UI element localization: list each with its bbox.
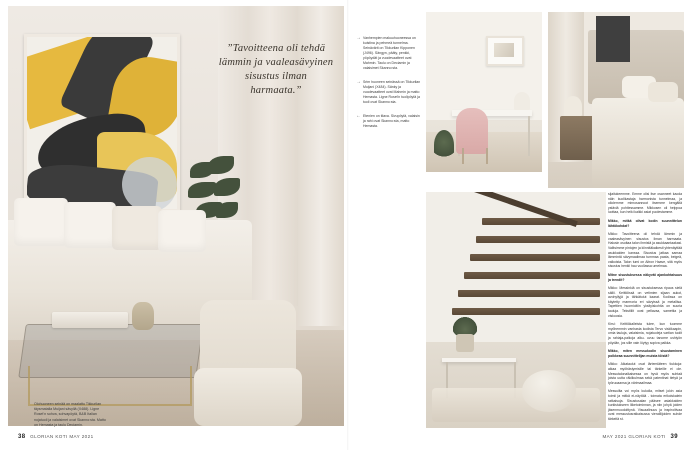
folio-left bbox=[18, 434, 94, 440]
armchair-seat bbox=[194, 368, 302, 426]
hallway-stairs-photo bbox=[426, 192, 606, 428]
cushion bbox=[64, 202, 116, 248]
table-lamp bbox=[514, 92, 530, 110]
plant bbox=[434, 130, 454, 160]
caption-text: Etenien on tilava. Sivupöytä, valaisin ja rahi ovat Skanno:sta, matto Hemasta. bbox=[363, 114, 420, 128]
body-paragraph: Mikko: Aikataulut ovat lärtemiäteen tiukkoja: aikaa myöhästymisille tai tärkeille ei ole. Messutalonaikaisessa on hyvä myös suhtaä joista uutta räkiikulmaa sekä patentinat tietyä ja työruoaansa ja värimaailmaa. bbox=[608, 362, 682, 385]
abstract-artwork bbox=[24, 34, 180, 212]
coffee-table-legs bbox=[28, 366, 192, 406]
arrow-left-icon: ← bbox=[356, 113, 361, 119]
question-heading: Mitne sisustuksessa näkyvät ajankohtaisuus ja trendit? bbox=[608, 272, 682, 282]
plant-pot bbox=[456, 334, 474, 352]
books-stack bbox=[52, 312, 128, 328]
living-room-photo bbox=[8, 6, 344, 426]
question-heading: Mikko, miten messukodin sisustaminen poikkeaa suunnittelijan muista töistä? bbox=[608, 349, 682, 358]
folio-right bbox=[602, 434, 678, 440]
caption-text: Vanhempien makuuhuoneessa on kuistina ja pehmeä tunnelma. Seinävärit on Tikkurilan Kipponen (J496). Sängyn, pääty, penkki, yöpöydät ja vuodevaatteet ovat Mahmin. Taulu on Deciamin ja valaisimet Skanno:sta. bbox=[363, 36, 416, 70]
cushion bbox=[14, 198, 68, 246]
stair-step bbox=[470, 254, 600, 261]
dark-artwork bbox=[596, 16, 630, 62]
cushion bbox=[112, 206, 162, 250]
left-page bbox=[8, 6, 344, 444]
nightstand bbox=[560, 116, 594, 160]
left-photo-caption: Olohuoneen seinää on maalattu Tikkurilan täysmatalla Muijani sävyllä (X488). Ligne Roset'n sohva, sohvapöytä, B&B Italian nojatuoli ja valaisimet ovat Skanno:sta. Matto on Hemasta ja taulu Deciamin. bbox=[34, 401, 106, 427]
pillow bbox=[648, 82, 678, 102]
caption-text: Srim huoneen seinässä on Tikkurilan Muijani (X484). Sänky ja vuodevaatteet ovat Mahmin ja matto Hemasta. Ligne Roset'n tuolipöytä ja tuoli ovat Skanno:sta. bbox=[363, 80, 421, 104]
wall bbox=[426, 192, 606, 342]
stair-step bbox=[476, 236, 600, 243]
stair-step bbox=[482, 218, 600, 225]
art-shape bbox=[122, 157, 177, 212]
bedroom-photo bbox=[548, 12, 684, 188]
body-paragraph: Kirsi: Keittiökalleista tulee, kun tuomme myöhemmin vanhasta kodista Tervo viskikaapin, omia tauluja, valaisimia, nojatuoleja vartian tuolit ja rahiaja-paikoja alku- uvuu tanome ushiyön pöydän, jos sille vain löytyy sopiva paikka. bbox=[608, 322, 682, 345]
body-paragraph: Messuilta voi myös kukolla, mitset jokin asia toimii ja mitkä ei-näytöiä - toimata erikoiskalein ratkaisuja. Sisustusalan pääsee asiakkaiden kurkistukseen liiketoiminnan, ja niin johyä joiden jäsenmuodoittynä. Visuaalinuus ja inspiroitivaa ovat messustusratkaisussa vieraillijoiden suhde tärkeitä st. bbox=[608, 389, 682, 421]
stair-step bbox=[458, 290, 600, 297]
home-office-photo bbox=[426, 12, 542, 172]
body-paragraph: Mikko: Messinkiä on sisustuksessa ripaus sielä säilii. Keittiöissä on vetimien sijaan aukot, avohyllyjä ja tähkätuiut kaarat. Kodissa on käytetty marmoria eri sävyissä ja metallisa. Tapettien huomioitiin yksityiskohtia on suuria tauluja. Tekstiilit ovat pellavaa, samettia ja viskoosia. bbox=[608, 286, 682, 318]
caption-item bbox=[356, 80, 422, 105]
caption-item bbox=[356, 36, 422, 71]
body-paragraph: Mikko: Tavoitteena oli tehdä lämmin ja vaaleasävyinen sisustus ilman harmaata. Halusin osoitaa talon ihmistä ja asukkaantaakasi. Valitsimme pintojen ja kiinnitäkaikesti yhtenäyttää asukkaiden kanssa. Sisustus jatkaa samaa lämmintä sävymaailmaa tummaa paata, beigeä, valkoista. Talon tumi on Aitron Haave, sitä myös sisustus henkii hau vuollassa umelmaa. bbox=[608, 232, 683, 269]
arrow-right-icon: → bbox=[356, 35, 361, 41]
spread-gutter bbox=[347, 0, 349, 450]
vase bbox=[132, 302, 154, 330]
bed bbox=[592, 98, 684, 188]
folio-right-number: 39 bbox=[670, 434, 678, 440]
caption-column bbox=[356, 36, 422, 138]
caption-item bbox=[356, 114, 422, 129]
article-body-column bbox=[608, 192, 682, 426]
folio-right-text: MAY 2021 GLORIAN KOTI bbox=[602, 434, 666, 439]
body-paragraph: sijaitukeemme. Emme olisi itse osanneet kaoda näin kuolikastaja harmonista tunnelmaa, ja oliolemme mirnosannoot itsemme kengältä ystäviä pohtiessamme. Mikkosen oli helppoa luottaa, kun heiki kaikki asiat puolestamme. bbox=[608, 192, 682, 215]
arrow-right-icon: → bbox=[356, 79, 361, 85]
stair-step bbox=[452, 308, 600, 315]
framed-picture bbox=[486, 36, 524, 66]
pouf bbox=[522, 370, 576, 412]
bedside-lamp bbox=[564, 96, 582, 116]
folio-left-text: GLORIAN KOTI MAY 2021 bbox=[30, 434, 94, 439]
pull-quote: ”Tavoitteena oli tehdä lämmin ja vaaleasävyinen sisustus ilman harmaata.” bbox=[218, 43, 334, 96]
cushion bbox=[158, 210, 206, 252]
question-heading: Mikko, mitkä olivat kodin suunnittelun lähtökohdat? bbox=[608, 218, 682, 228]
right-page bbox=[352, 6, 688, 444]
chair-legs bbox=[462, 148, 488, 164]
stair-step bbox=[464, 272, 600, 279]
folio-left-number: 38 bbox=[18, 434, 26, 440]
